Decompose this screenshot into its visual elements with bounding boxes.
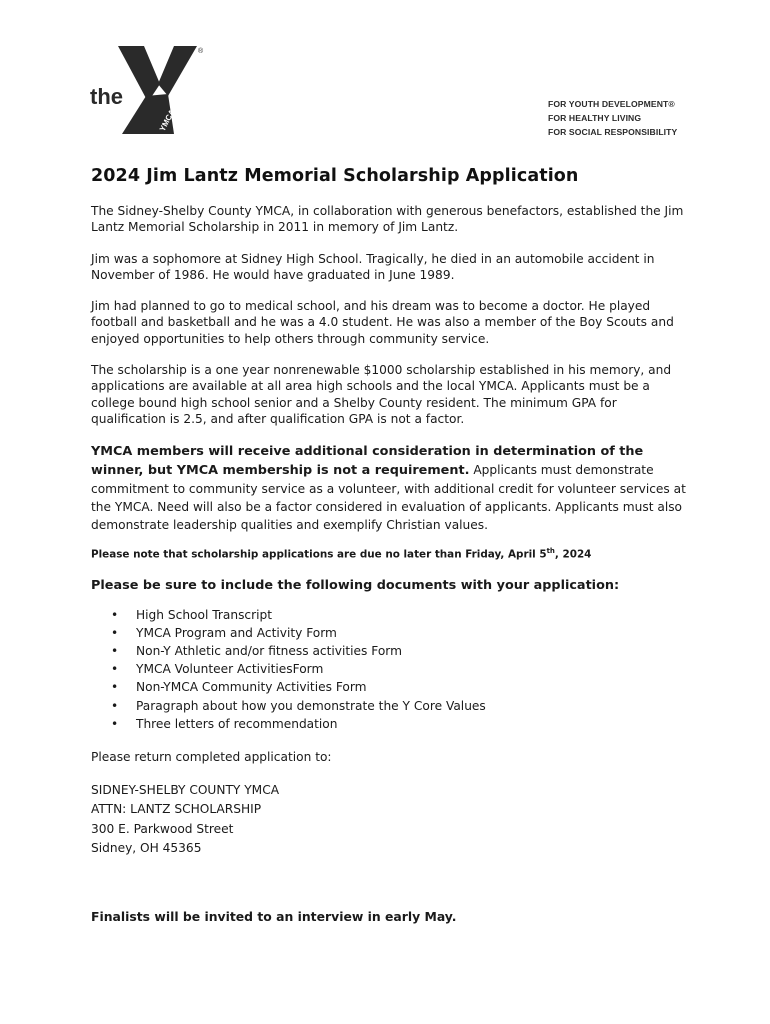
tagline-line: FOR SOCIAL RESPONSIBILITY [548, 127, 678, 137]
return-label: Please return completed application to: [91, 749, 332, 764]
logo-registered-mark: ® [198, 48, 204, 55]
list-item: • YMCA Volunteer ActivitiesForm [136, 660, 691, 678]
deadline-ordinal: th [546, 547, 555, 556]
page-title: 2024 Jim Lantz Memorial Scholarship Application [91, 166, 579, 186]
dream-paragraph: Jim had planned to go to medical school, and his dream was to become a doctor. He played football and basketball and he was a 4.0 student. He was also a member of the Boy Scouts and enjoyed opportunities to help others through community service. [91, 299, 674, 346]
deadline-text: Please note that scholarship applications are due no later than Friday, April 5 [91, 548, 547, 561]
list-item: • Non-YMCA Community Activities Form [136, 678, 691, 696]
tagline-line: FOR YOUTH DEVELOPMENT® [548, 99, 675, 109]
logo-word: the [90, 84, 123, 109]
logo-y-right-arm [158, 46, 197, 96]
address-line: SIDNEY-SHELBY COUNTY YMCA [91, 782, 280, 797]
list-item: • Paragraph about how you demonstrate the Y Core Values [136, 697, 691, 715]
finalists-note: Finalists will be invited to an interview in early May. [91, 908, 457, 924]
scholarship-paragraph: The scholarship is a one year nonrenewable $1000 scholarship established in his memory, and applications are available at all area high schools and the local YMCA. Applicants must be a college bound high school senior and a Shelby County resident. The minimum GPA for qualification is 2.5, and after qualification GPA is not a factor. [91, 363, 672, 426]
address-line: ATTN: LANTZ SCHOLARSHIP [91, 802, 262, 817]
list-item: • Non-Y Athletic and/or fitness activities Form [136, 642, 691, 660]
tagline-line: FOR HEALTHY LIVING [548, 113, 642, 123]
members-lead: YMCA members will receive additional consideration in determination of the winner, but YMCA membership is not a requirement. [91, 444, 644, 479]
deadline-note [91, 544, 691, 561]
list-item: • High School Transcript [136, 606, 691, 624]
deadline-year: , 2024 [554, 548, 592, 561]
address-line: Sidney, OH 45365 [91, 841, 202, 856]
tagline [548, 97, 677, 139]
background-paragraph: Jim was a sophomore at Sidney High School. Tragically, he died in an automobile accident in November of 1986. He would have graduated in June 1989. [91, 251, 655, 282]
documents-list [91, 606, 691, 733]
logo-y-left-arm [118, 46, 160, 102]
list-item: • YMCA Program and Activity Form [136, 624, 691, 642]
documents-heading: Please be sure to include the following documents with your application: [91, 577, 620, 593]
ymca-logo [88, 44, 218, 136]
members-paragraph [91, 442, 691, 534]
mailing-address [91, 781, 691, 859]
document-body [91, 166, 691, 925]
intro-paragraph: The Sidney-Shelby County YMCA, in collaboration with generous benefactors, established the Jim Lantz Memorial Scholarship in 2011 in memory of Jim Lantz. [91, 204, 684, 235]
logo-ymca-text: YMCA [157, 107, 177, 133]
list-item: • Three letters of recommendation [136, 715, 691, 733]
address-line: 300 E. Parkwood Street [91, 821, 234, 836]
members-rest: Applicants must demonstrate commitment to community service as a volunteer, with additional credit for volunteer services at the YMCA. Need will also be a factor considered in evaluation of applicants. Applicants must also demonstrate leadership qualities and exemplify Christian values. [91, 463, 686, 533]
